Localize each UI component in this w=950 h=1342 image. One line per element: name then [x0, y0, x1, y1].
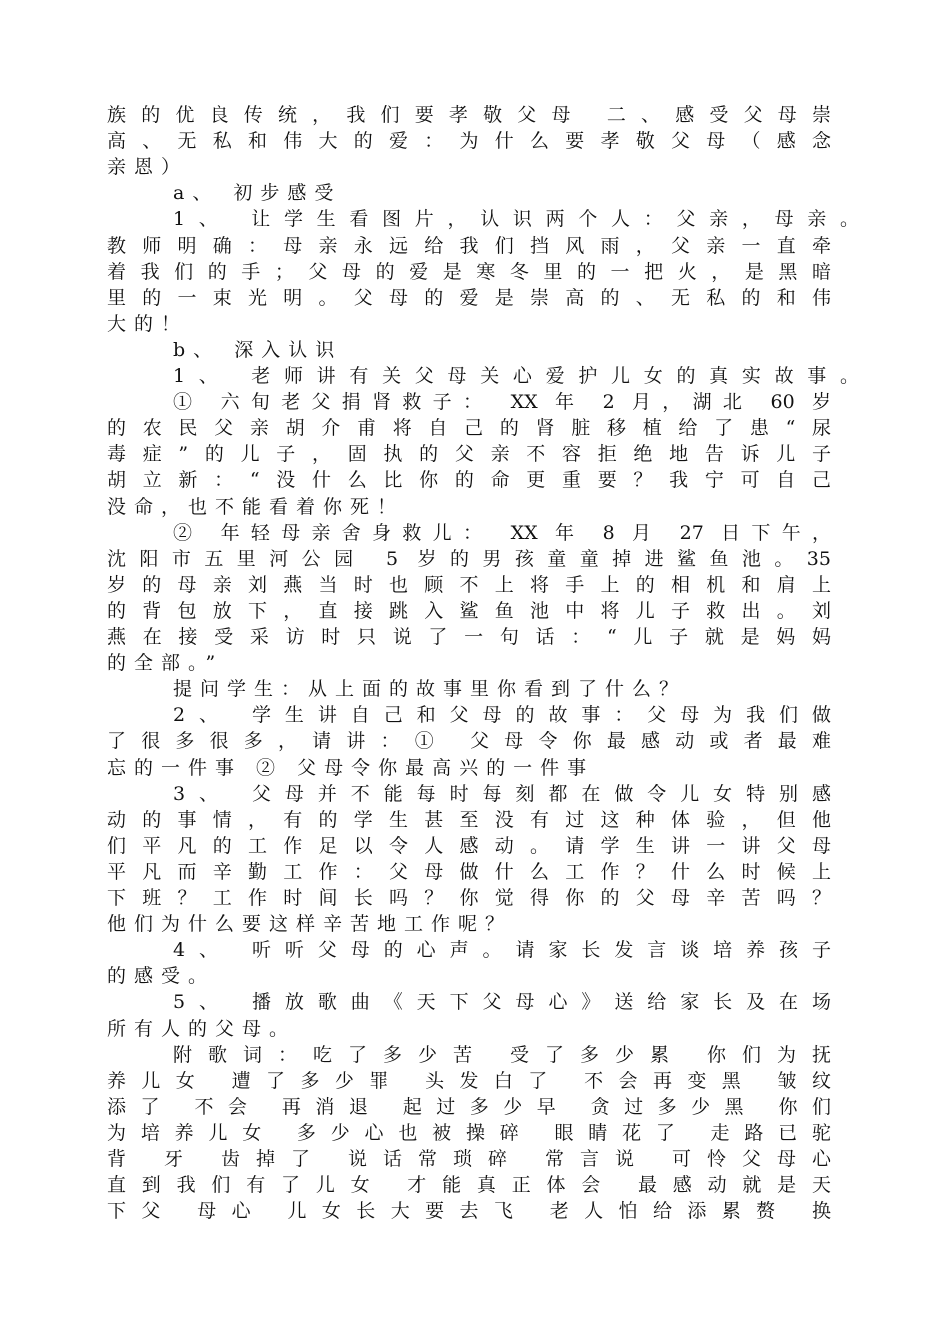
text-line: 忘的一件事 ② 父母令你最高兴的一件事 [107, 756, 595, 779]
text-line: 平凡而辛勤工作：父母做什么工作？什么时候上 [107, 860, 831, 883]
text-line: ① 六旬老父捐肾救子： XX 年 2 月，湖北 60 岁 [173, 391, 831, 414]
text-line: 下班？工作时间长吗？你觉得你的父母辛苦吗？ [107, 887, 831, 909]
text-line: 的感受。 [107, 965, 216, 988]
text-line: 的全部。” [107, 652, 224, 675]
text-line: 背 牙 齿掉了 说话常琐碎 常言说 可怜父母心 [107, 1148, 831, 1170]
text-line: 2、 学生讲自己和父母的故事：父母为我们做 [173, 704, 831, 727]
text-line: 动的事情，有的学生甚至没有过这种体验，但他 [107, 808, 831, 831]
text-line: 大的！ [107, 312, 189, 335]
text-line: 5、 播放歌曲《天下父母心》送给家长及在场 [173, 991, 831, 1014]
text-line: b、 深入认识 [173, 338, 343, 361]
text-line: 下父 母心 儿女长大要去飞 老人怕给添累赘 换 [107, 1200, 831, 1223]
text-line: 的背包放下，直接跳入鲨鱼池中将儿子救出。刘 [107, 599, 831, 622]
text-line: 高、无私和伟大的爱：为什么要孝敬父母（感念 [107, 130, 831, 153]
text-line: 附歌词：吃了多少苦 受了多少累 你们为抚 [173, 1043, 831, 1066]
text-line: 养儿女 遭了多少罪 头发白了 不会再变黑 皱纹 [107, 1069, 831, 1092]
text-line: 提问学生：从上面的故事里你看到了什么？ [173, 678, 687, 701]
text-line: 们平凡的工作足以令人感动。请学生讲一讲父母 [107, 834, 831, 857]
text-line: 1、 让学生看图片，认识两个人：父亲，母亲。 [173, 208, 859, 231]
text-line: 沈阳市五里河公园 5 岁的男孩童童掉进鲨鱼池。35 [107, 547, 831, 570]
text-line: 4、 听听父母的心声。请家长发言谈培养孩子 [173, 939, 831, 962]
text-line: 为培养儿女 多少心也被操碎 眼睛花了 走路已驼 [107, 1121, 831, 1144]
text-line: 添了 不会 再消退 起过多少早 贪过多少黑 你们 [107, 1095, 831, 1118]
text-line: 所有人的父母。 [107, 1017, 297, 1040]
text-line: 亲恩） [107, 156, 189, 179]
text-line: 的农民父亲胡介甫将自己的肾脏移植给了患“尿 [107, 417, 831, 440]
text-line: 直到我们有了儿女 才能真正体会 最感动就是天 [107, 1174, 831, 1197]
text-line: 3、 父母并不能每时每刻都在做令儿女特别感 [173, 782, 831, 805]
text-line: 胡立新：“没什么比你的命更重要？我宁可自己 [107, 469, 831, 492]
text-line: 教师明确：母亲永远给我们挡风雨，父亲一直牵 [107, 234, 831, 257]
text-line: 他们为什么要这样辛苦地工作呢？ [107, 913, 513, 936]
text-line: 毒症”的儿子，固执的父亲不容拒绝地告诉儿子 [107, 443, 831, 466]
text-line: 没命，也不能看着你死！ [107, 495, 405, 518]
text-line: 了很多很多，请讲：① 父母令你最感动或者最难 [107, 730, 831, 753]
text-line: ② 年轻母亲舍身救儿： XX 年 8 月 27 日下午， [173, 521, 831, 544]
text-line: a、 初步感受 [173, 182, 342, 205]
text-line: 着我们的手；父母的爱是寒冬里的一把火，是黑暗 [107, 260, 831, 283]
text-line: 族的优良传统，我们要孝敬父母 二、感受父母崇 [107, 104, 831, 126]
text-line: 1、 老师讲有关父母关心爱护儿女的真实故事。 [173, 365, 859, 387]
text-line: 里的一束光明。父母的爱是崇高的、无私的和伟 [107, 286, 831, 309]
text-line: 岁的母亲刘燕当时也顾不上将手上的相机和肩上 [107, 573, 831, 596]
text-line: 燕在接受采访时只说了一句话：“儿子就是妈妈 [107, 626, 831, 648]
